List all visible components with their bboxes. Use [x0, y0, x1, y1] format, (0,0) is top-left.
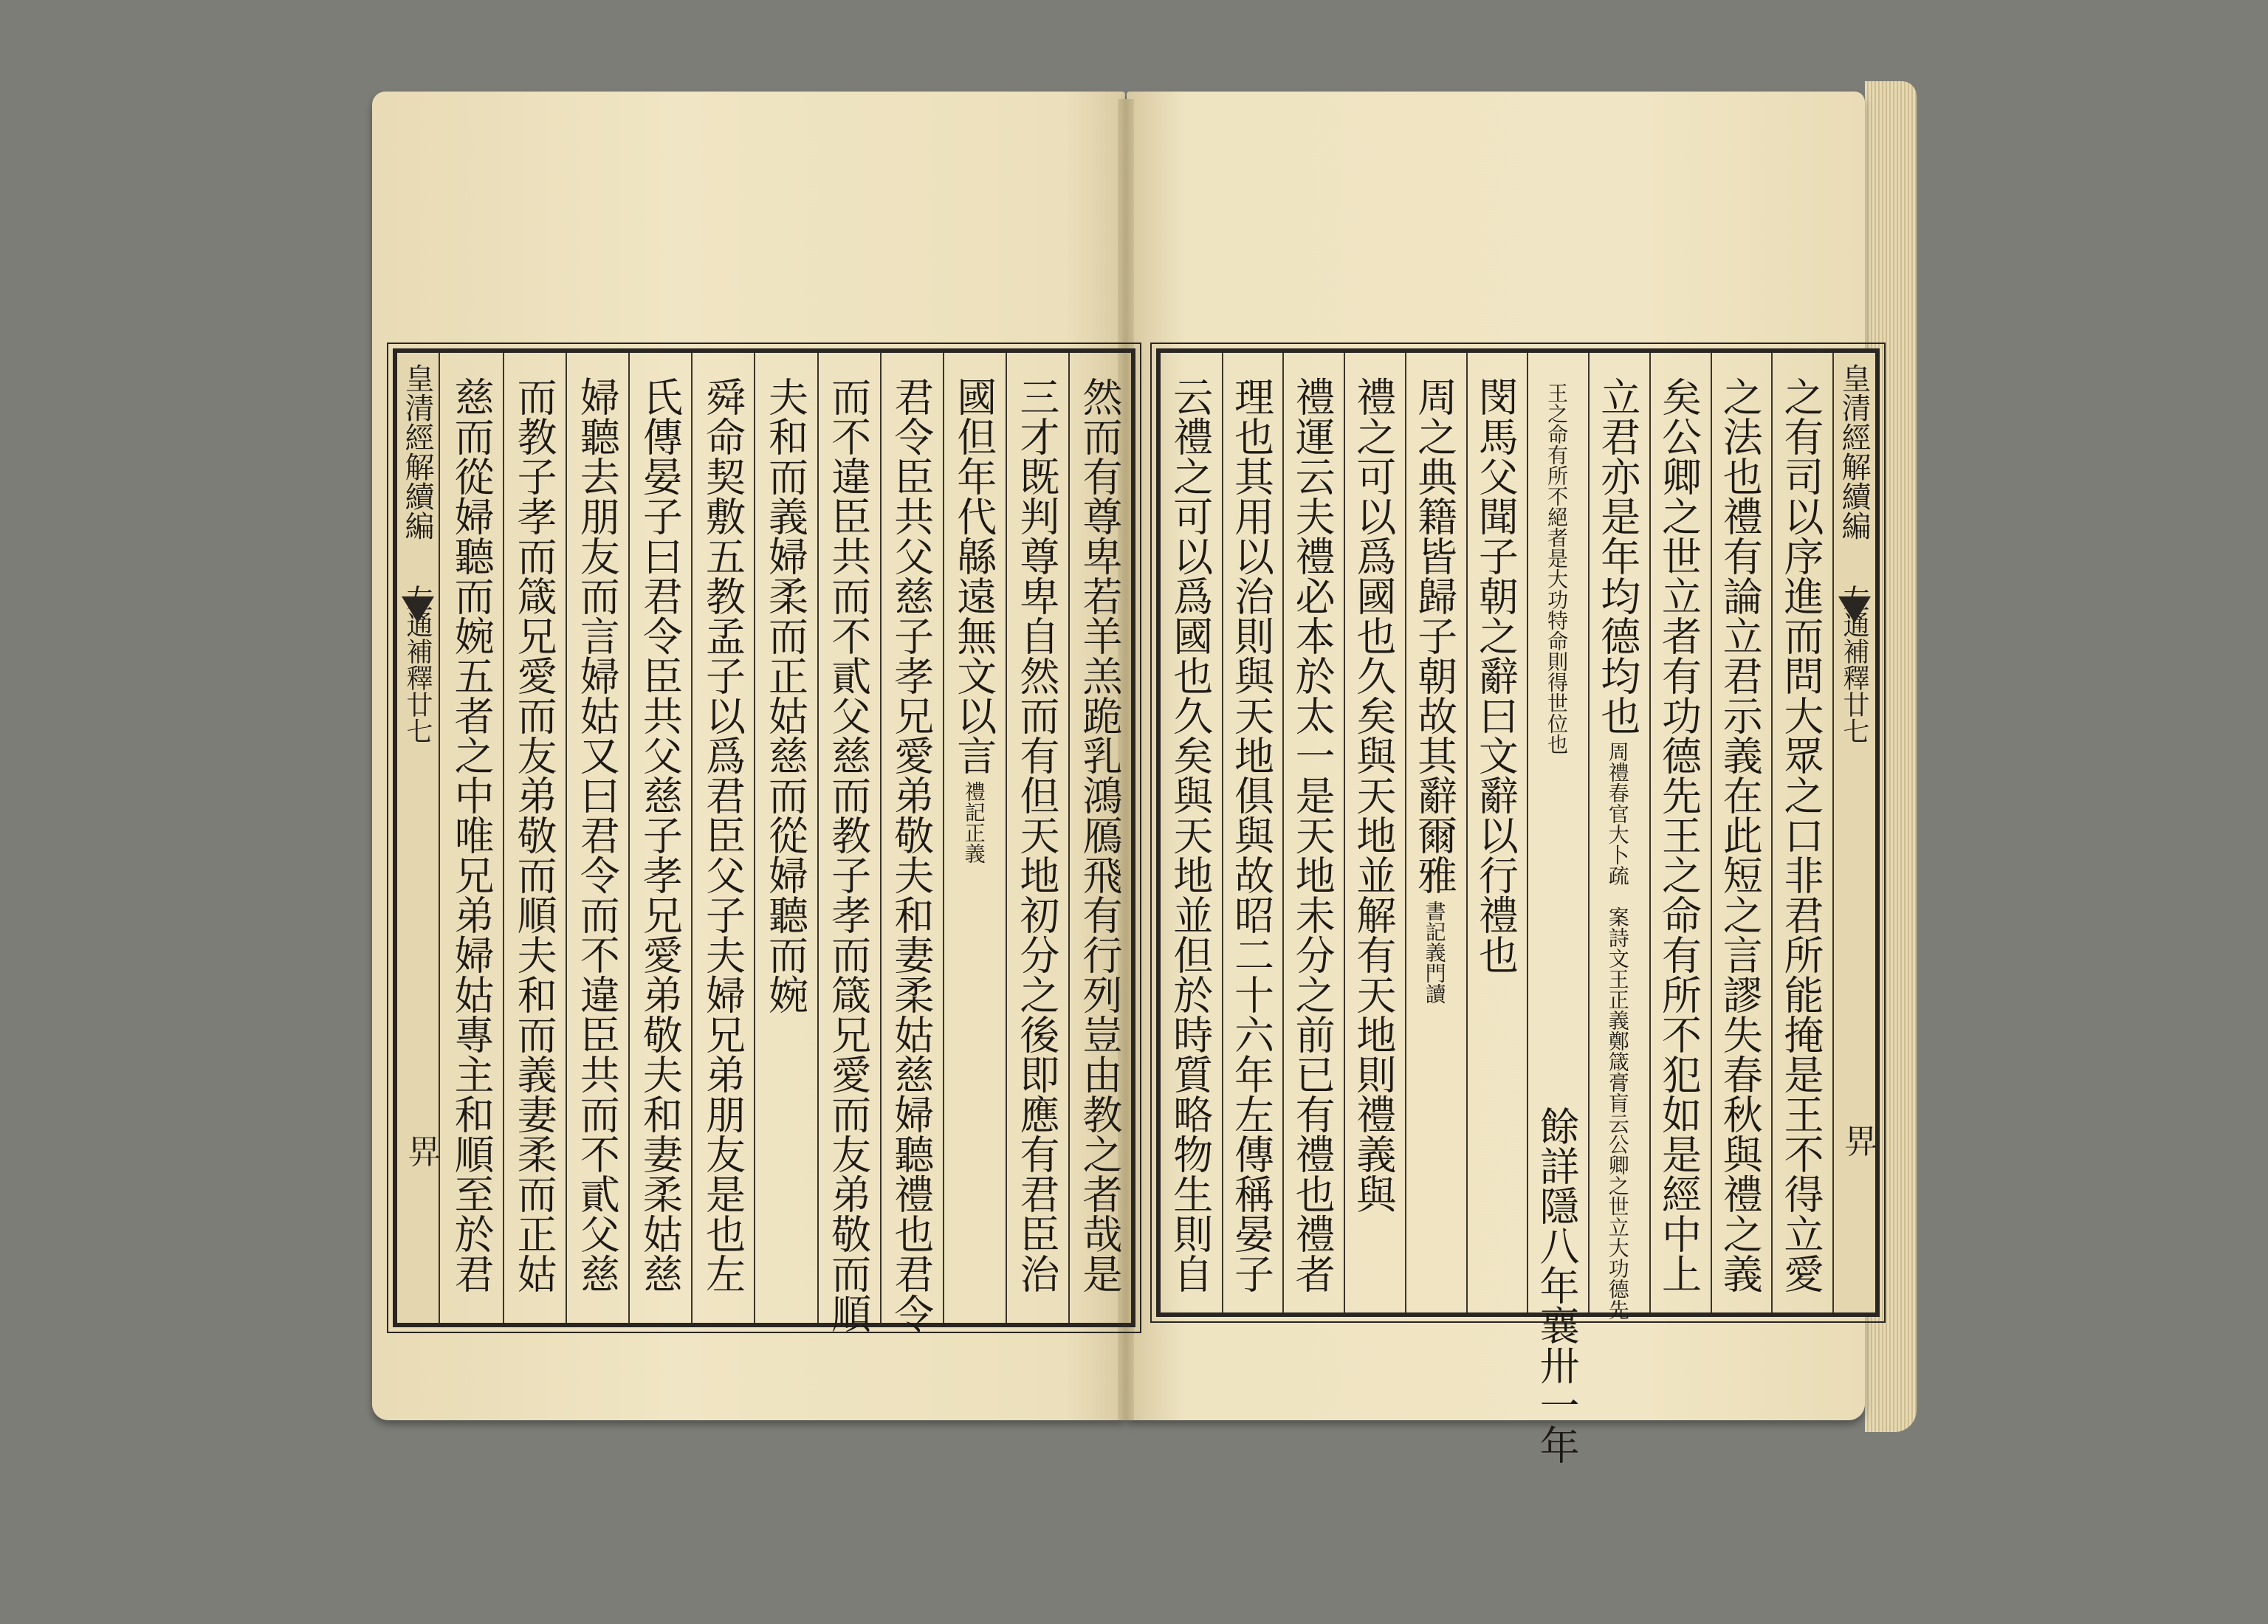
banner-column	[1832, 353, 1880, 1312]
open-book	[366, 77, 1922, 1465]
column-text: 禮運云夫禮必本於太一是天地未分之前已有禮也禮者	[1289, 376, 1336, 1293]
interlinear-note: 書記義門讀	[1422, 901, 1447, 1004]
column-text: 之法也禮有論立君示義在此短之言謬失春秋與禮之義	[1717, 376, 1764, 1293]
column-text: 慈而從婦聽而婉五者之中唯兄弟婦姑專主和順至於君	[448, 376, 495, 1293]
banner-title: 皇清經解續編	[400, 363, 434, 540]
column-text: 禮之可以爲國也久矣與天地並解有天地則禮義與	[1350, 376, 1397, 1214]
text-column	[503, 353, 566, 1323]
interlinear-note: 禮記正義	[961, 781, 986, 864]
text-column	[1006, 353, 1068, 1323]
column-text: 而教子孝而箴兄愛而友弟敬而順夫和而義妻柔而正姑	[511, 376, 558, 1293]
banner-column	[397, 353, 443, 1323]
column-text: 氏傳晏子曰君令臣共父慈子孝兄愛弟敬夫和妻柔姑慈	[636, 376, 684, 1293]
column-text: 婦聽去朋友而言婦姑又曰君令而不違臣共而不貳父慈	[574, 376, 621, 1293]
text-column	[943, 353, 1006, 1323]
column-text: 夫和而義婦柔而正姑慈而從婦聽而婉	[762, 376, 809, 1014]
text-column	[817, 353, 880, 1333]
fish-tail-mark	[1838, 596, 1871, 623]
column-text: 云禮之可以爲國也久矣與天地並但於時質略物生則自	[1166, 376, 1214, 1293]
leaf-number: 𢌿	[403, 1134, 443, 1168]
column-text: 而不違臣共而不貳父慈而教子孝而箴兄愛而友弟敬而順	[825, 376, 872, 1333]
text-column	[1344, 353, 1405, 1312]
text-column	[1222, 353, 1283, 1312]
column-text: 閔馬父聞子朝之辭曰文辭以行禮也	[1472, 376, 1519, 974]
banner-subtitle: 左通補釋廿七	[402, 585, 433, 744]
column-text: 三才既判尊卑自然而有但天地初分之後即應有君臣治	[1013, 376, 1060, 1293]
column-text: 周之典籍皆歸子朝故其辭爾雅	[1411, 376, 1458, 895]
text-column	[1282, 353, 1344, 1312]
text-column	[566, 353, 628, 1323]
text-column	[1466, 353, 1528, 1312]
column-text: 理也其用以治則與天地俱與故昭二十六年左傳稱晏子	[1228, 376, 1275, 1293]
column-text-continued: 餘詳隱八年襄卅一年	[1533, 1106, 1581, 1465]
banner-title: 皇清經解續編	[1837, 363, 1871, 540]
text-column	[754, 353, 817, 1323]
text-column	[1588, 353, 1649, 1320]
column-text: 國但年代緜遠無文以言	[950, 376, 997, 775]
interlinear-note: 周禮春官大卜疏 案詩文王正義鄭箴膏肓云公卿之世立大功德先	[1605, 741, 1630, 1320]
text-column	[1711, 353, 1772, 1312]
leaf-number: 𢌿	[1840, 1124, 1880, 1157]
text-column	[1068, 353, 1131, 1323]
interlinear-note: 王之命有所不絕者是大功特命則得世位也	[1544, 382, 1570, 754]
text-column	[880, 353, 943, 1333]
text-column	[1161, 353, 1222, 1312]
right-page-text-frame	[1156, 348, 1880, 1465]
text-column	[1649, 353, 1711, 1312]
text-column	[628, 353, 691, 1323]
column-text: 立君亦是年均德均也	[1594, 376, 1641, 735]
column-text: 舜命契敷五教孟子以爲君臣父子夫婦兄弟朋友是也左	[699, 376, 746, 1293]
column-text: 之有司以序進而問大眾之口非君所能掩是王不得立愛	[1777, 376, 1824, 1293]
text-column	[1527, 353, 1588, 1465]
column-text: 君令臣共父慈子孝兄愛弟敬夫和妻柔姑慈婦聽禮也君令	[887, 376, 935, 1333]
text-column	[1771, 353, 1832, 1312]
banner-subtitle: 左通補釋廿七	[1839, 585, 1869, 744]
text-column	[440, 353, 503, 1323]
left-page-text-frame	[393, 348, 1135, 1333]
fish-tail-mark	[402, 596, 434, 623]
column-text: 矣公卿之世立者有功德先王之命有所不犯如是經中上	[1655, 376, 1702, 1293]
column-text: 然而有尊卑若羊羔跪乳鴻鴈飛有行列豈由教之者哉是	[1076, 376, 1123, 1293]
text-column	[691, 353, 754, 1323]
text-column	[1405, 353, 1466, 1312]
